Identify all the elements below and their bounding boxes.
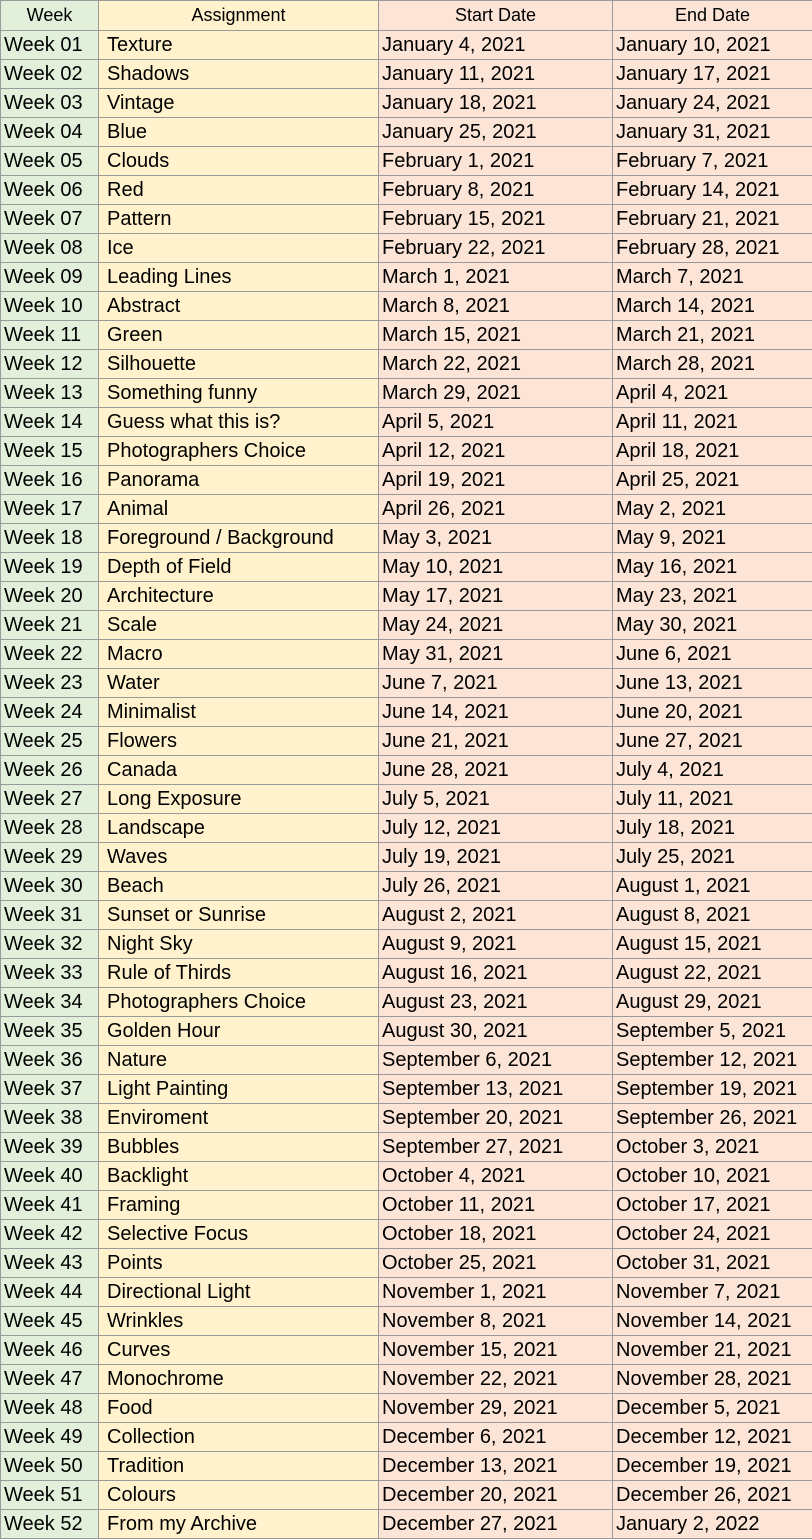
- week-cell[interactable]: Week 18: [1, 524, 99, 553]
- week-cell[interactable]: Week 13: [1, 379, 99, 408]
- start-date-cell[interactable]: April 26, 2021: [379, 495, 613, 524]
- end-date-cell[interactable]: July 4, 2021: [613, 756, 812, 785]
- table-row: [1, 437, 812, 466]
- start-date-cell[interactable]: October 18, 2021: [379, 1220, 613, 1249]
- end-date-cell[interactable]: September 12, 2021: [613, 1046, 812, 1075]
- assignment-cell[interactable]: Panorama: [99, 466, 379, 495]
- end-date-cell[interactable]: November 14, 2021: [613, 1307, 812, 1336]
- table-row: [1, 1046, 812, 1075]
- table-row: [1, 814, 812, 843]
- week-cell[interactable]: Week 02: [1, 60, 99, 89]
- end-date-cell[interactable]: October 17, 2021: [613, 1191, 812, 1220]
- assignment-cell[interactable]: Night Sky: [99, 930, 379, 959]
- start-date-cell[interactable]: July 26, 2021: [379, 872, 613, 901]
- week-cell[interactable]: Week 09: [1, 263, 99, 292]
- table-row: [1, 1336, 812, 1365]
- table-row: [1, 1220, 812, 1249]
- assignment-cell[interactable]: Food: [99, 1394, 379, 1423]
- assignment-cell[interactable]: Shadows: [99, 60, 379, 89]
- table-row: [1, 466, 812, 495]
- header-start-date[interactable]: Start Date: [379, 1, 613, 31]
- start-date-cell[interactable]: March 1, 2021: [379, 263, 613, 292]
- start-date-cell[interactable]: August 16, 2021: [379, 959, 613, 988]
- table-row: [1, 1133, 812, 1162]
- table-body: [1, 31, 812, 1539]
- end-date-cell[interactable]: July 11, 2021: [613, 785, 812, 814]
- start-date-cell[interactable]: May 10, 2021: [379, 553, 613, 582]
- week-cell[interactable]: Week 27: [1, 785, 99, 814]
- end-date-cell[interactable]: April 4, 2021: [613, 379, 812, 408]
- week-cell[interactable]: Week 33: [1, 959, 99, 988]
- week-cell[interactable]: Week 47: [1, 1365, 99, 1394]
- assignment-cell[interactable]: Vintage: [99, 89, 379, 118]
- week-cell[interactable]: Week 16: [1, 466, 99, 495]
- start-date-cell[interactable]: June 14, 2021: [379, 698, 613, 727]
- start-date-cell[interactable]: September 6, 2021: [379, 1046, 613, 1075]
- start-date-cell[interactable]: February 8, 2021: [379, 176, 613, 205]
- assignment-cell[interactable]: Flowers: [99, 727, 379, 756]
- end-date-cell[interactable]: November 7, 2021: [613, 1278, 812, 1307]
- start-date-cell[interactable]: November 1, 2021: [379, 1278, 613, 1307]
- week-cell[interactable]: Week 52: [1, 1510, 99, 1539]
- end-date-cell[interactable]: April 25, 2021: [613, 466, 812, 495]
- table-row: [1, 988, 812, 1017]
- week-cell[interactable]: Week 34: [1, 988, 99, 1017]
- table-row: [1, 669, 812, 698]
- start-date-cell[interactable]: January 25, 2021: [379, 118, 613, 147]
- start-date-cell[interactable]: May 17, 2021: [379, 582, 613, 611]
- table-row: [1, 292, 812, 321]
- start-date-cell[interactable]: March 29, 2021: [379, 379, 613, 408]
- start-date-cell[interactable]: December 20, 2021: [379, 1481, 613, 1510]
- start-date-cell[interactable]: July 19, 2021: [379, 843, 613, 872]
- table-row: [1, 1452, 812, 1481]
- end-date-cell[interactable]: October 24, 2021: [613, 1220, 812, 1249]
- table-row: [1, 408, 812, 437]
- assignment-cell[interactable]: Water: [99, 669, 379, 698]
- start-date-cell[interactable]: December 6, 2021: [379, 1423, 613, 1452]
- end-date-cell[interactable]: April 11, 2021: [613, 408, 812, 437]
- table-row: [1, 1278, 812, 1307]
- end-date-cell[interactable]: August 22, 2021: [613, 959, 812, 988]
- assignment-cell[interactable]: Minimalist: [99, 698, 379, 727]
- end-date-cell[interactable]: December 12, 2021: [613, 1423, 812, 1452]
- assignment-cell[interactable]: Bubbles: [99, 1133, 379, 1162]
- end-date-cell[interactable]: June 6, 2021: [613, 640, 812, 669]
- table-row: [1, 350, 812, 379]
- table-row: [1, 1191, 812, 1220]
- table-row: [1, 640, 812, 669]
- end-date-cell[interactable]: May 16, 2021: [613, 553, 812, 582]
- week-cell[interactable]: Week 41: [1, 1191, 99, 1220]
- assignment-cell[interactable]: From my Archive: [99, 1510, 379, 1539]
- week-cell[interactable]: Week 44: [1, 1278, 99, 1307]
- table-row: [1, 1423, 812, 1452]
- week-cell[interactable]: Week 25: [1, 727, 99, 756]
- start-date-cell[interactable]: March 22, 2021: [379, 350, 613, 379]
- assignment-cell[interactable]: Light Painting: [99, 1075, 379, 1104]
- table-row: [1, 843, 812, 872]
- table-row: [1, 582, 812, 611]
- week-cell[interactable]: Week 11: [1, 321, 99, 350]
- table-row: [1, 176, 812, 205]
- week-cell[interactable]: Week 29: [1, 843, 99, 872]
- assignment-cell[interactable]: Depth of Field: [99, 553, 379, 582]
- end-date-cell[interactable]: February 14, 2021: [613, 176, 812, 205]
- start-date-cell[interactable]: April 12, 2021: [379, 437, 613, 466]
- start-date-cell[interactable]: October 4, 2021: [379, 1162, 613, 1191]
- week-cell[interactable]: Week 51: [1, 1481, 99, 1510]
- start-date-cell[interactable]: May 31, 2021: [379, 640, 613, 669]
- week-cell[interactable]: Week 45: [1, 1307, 99, 1336]
- assignment-cell[interactable]: Beach: [99, 872, 379, 901]
- end-date-cell[interactable]: August 15, 2021: [613, 930, 812, 959]
- assignment-cell[interactable]: Points: [99, 1249, 379, 1278]
- week-cell[interactable]: Week 04: [1, 118, 99, 147]
- assignment-cell[interactable]: Texture: [99, 31, 379, 60]
- start-date-cell[interactable]: November 22, 2021: [379, 1365, 613, 1394]
- assignment-cell[interactable]: Colours: [99, 1481, 379, 1510]
- week-cell[interactable]: Week 46: [1, 1336, 99, 1365]
- end-date-cell[interactable]: February 7, 2021: [613, 147, 812, 176]
- end-date-cell[interactable]: July 18, 2021: [613, 814, 812, 843]
- end-date-cell[interactable]: August 29, 2021: [613, 988, 812, 1017]
- assignment-cell[interactable]: Silhouette: [99, 350, 379, 379]
- week-cell[interactable]: Week 10: [1, 292, 99, 321]
- assignment-cell[interactable]: Photographers Choice: [99, 437, 379, 466]
- assignment-cell[interactable]: Golden Hour: [99, 1017, 379, 1046]
- assignment-cell[interactable]: Monochrome: [99, 1365, 379, 1394]
- assignment-cell[interactable]: Canada: [99, 756, 379, 785]
- end-date-cell[interactable]: September 26, 2021: [613, 1104, 812, 1133]
- table-row: [1, 901, 812, 930]
- end-date-cell[interactable]: May 30, 2021: [613, 611, 812, 640]
- start-date-cell[interactable]: February 15, 2021: [379, 205, 613, 234]
- end-date-cell[interactable]: December 5, 2021: [613, 1394, 812, 1423]
- table-row: [1, 321, 812, 350]
- table-header: [1, 1, 812, 31]
- assignment-cell[interactable]: Blue: [99, 118, 379, 147]
- week-cell[interactable]: Week 12: [1, 350, 99, 379]
- start-date-cell[interactable]: September 13, 2021: [379, 1075, 613, 1104]
- assignment-cell[interactable]: Long Exposure: [99, 785, 379, 814]
- table-row: [1, 698, 812, 727]
- table-row: [1, 263, 812, 292]
- table-row: [1, 31, 812, 60]
- table-row: [1, 1162, 812, 1191]
- week-cell[interactable]: Week 28: [1, 814, 99, 843]
- start-date-cell[interactable]: May 3, 2021: [379, 524, 613, 553]
- table-row: [1, 234, 812, 263]
- end-date-cell[interactable]: July 25, 2021: [613, 843, 812, 872]
- week-cell[interactable]: Week 14: [1, 408, 99, 437]
- start-date-cell[interactable]: November 8, 2021: [379, 1307, 613, 1336]
- week-cell[interactable]: Week 32: [1, 930, 99, 959]
- end-date-cell[interactable]: June 13, 2021: [613, 669, 812, 698]
- end-date-cell[interactable]: December 19, 2021: [613, 1452, 812, 1481]
- table-row: [1, 1394, 812, 1423]
- table-row: [1, 1249, 812, 1278]
- start-date-cell[interactable]: January 18, 2021: [379, 89, 613, 118]
- assignment-cell[interactable]: Guess what this is?: [99, 408, 379, 437]
- end-date-cell[interactable]: March 28, 2021: [613, 350, 812, 379]
- end-date-cell[interactable]: August 8, 2021: [613, 901, 812, 930]
- end-date-cell[interactable]: May 23, 2021: [613, 582, 812, 611]
- start-date-cell[interactable]: October 11, 2021: [379, 1191, 613, 1220]
- end-date-cell[interactable]: October 3, 2021: [613, 1133, 812, 1162]
- end-date-cell[interactable]: September 5, 2021: [613, 1017, 812, 1046]
- assignment-cell[interactable]: Green: [99, 321, 379, 350]
- week-cell[interactable]: Week 08: [1, 234, 99, 263]
- week-cell[interactable]: Week 31: [1, 901, 99, 930]
- end-date-cell[interactable]: January 24, 2021: [613, 89, 812, 118]
- start-date-cell[interactable]: March 8, 2021: [379, 292, 613, 321]
- assignment-cell[interactable]: Pattern: [99, 205, 379, 234]
- assignment-cell[interactable]: Nature: [99, 1046, 379, 1075]
- table-row: [1, 1075, 812, 1104]
- end-date-cell[interactable]: September 19, 2021: [613, 1075, 812, 1104]
- table-row: [1, 147, 812, 176]
- end-date-cell[interactable]: March 21, 2021: [613, 321, 812, 350]
- table-row: [1, 118, 812, 147]
- start-date-cell[interactable]: May 24, 2021: [379, 611, 613, 640]
- start-date-cell[interactable]: December 13, 2021: [379, 1452, 613, 1481]
- assignment-cell[interactable]: Abstract: [99, 292, 379, 321]
- week-cell[interactable]: Week 24: [1, 698, 99, 727]
- week-cell[interactable]: Week 03: [1, 89, 99, 118]
- assignment-cell[interactable]: Ice: [99, 234, 379, 263]
- header-end-date[interactable]: End Date: [613, 1, 812, 31]
- assignment-cell[interactable]: Framing: [99, 1191, 379, 1220]
- table-row: [1, 1365, 812, 1394]
- week-cell[interactable]: Week 22: [1, 640, 99, 669]
- assignment-cell[interactable]: Tradition: [99, 1452, 379, 1481]
- start-date-cell[interactable]: February 1, 2021: [379, 147, 613, 176]
- end-date-cell[interactable]: January 31, 2021: [613, 118, 812, 147]
- week-cell[interactable]: Week 19: [1, 553, 99, 582]
- start-date-cell[interactable]: September 27, 2021: [379, 1133, 613, 1162]
- week-cell[interactable]: Week 50: [1, 1452, 99, 1481]
- table-row: [1, 524, 812, 553]
- assignment-cell[interactable]: Macro: [99, 640, 379, 669]
- assignment-cell[interactable]: Curves: [99, 1336, 379, 1365]
- end-date-cell[interactable]: November 21, 2021: [613, 1336, 812, 1365]
- end-date-cell[interactable]: May 2, 2021: [613, 495, 812, 524]
- week-cell[interactable]: Week 49: [1, 1423, 99, 1452]
- end-date-cell[interactable]: March 14, 2021: [613, 292, 812, 321]
- end-date-cell[interactable]: February 28, 2021: [613, 234, 812, 263]
- end-date-cell[interactable]: May 9, 2021: [613, 524, 812, 553]
- assignment-cell[interactable]: Red: [99, 176, 379, 205]
- table-row: [1, 930, 812, 959]
- week-cell[interactable]: Week 20: [1, 582, 99, 611]
- week-cell[interactable]: Week 43: [1, 1249, 99, 1278]
- week-cell[interactable]: Week 38: [1, 1104, 99, 1133]
- table-row: [1, 1510, 812, 1539]
- start-date-cell[interactable]: December 27, 2021: [379, 1510, 613, 1539]
- assignment-cell[interactable]: Animal: [99, 495, 379, 524]
- table-row: [1, 1307, 812, 1336]
- end-date-cell[interactable]: June 20, 2021: [613, 698, 812, 727]
- header-week[interactable]: Week: [1, 1, 99, 31]
- assignment-cell[interactable]: Rule of Thirds: [99, 959, 379, 988]
- table-row: [1, 1017, 812, 1046]
- end-date-cell[interactable]: January 17, 2021: [613, 60, 812, 89]
- start-date-cell[interactable]: April 5, 2021: [379, 408, 613, 437]
- week-cell[interactable]: Week 40: [1, 1162, 99, 1191]
- assignment-cell[interactable]: Leading Lines: [99, 263, 379, 292]
- week-cell[interactable]: Week 39: [1, 1133, 99, 1162]
- table-row: [1, 60, 812, 89]
- start-date-cell[interactable]: April 19, 2021: [379, 466, 613, 495]
- assignment-cell[interactable]: Backlight: [99, 1162, 379, 1191]
- table-row: [1, 611, 812, 640]
- assignment-cell[interactable]: Something funny: [99, 379, 379, 408]
- assignment-cell[interactable]: Selective Focus: [99, 1220, 379, 1249]
- start-date-cell[interactable]: October 25, 2021: [379, 1249, 613, 1278]
- table-row: [1, 959, 812, 988]
- header-row: [1, 1, 812, 31]
- week-cell[interactable]: Week 05: [1, 147, 99, 176]
- week-cell[interactable]: Week 26: [1, 756, 99, 785]
- end-date-cell[interactable]: October 10, 2021: [613, 1162, 812, 1191]
- assignment-cell[interactable]: Clouds: [99, 147, 379, 176]
- end-date-cell[interactable]: November 28, 2021: [613, 1365, 812, 1394]
- start-date-cell[interactable]: July 5, 2021: [379, 785, 613, 814]
- week-cell[interactable]: Week 06: [1, 176, 99, 205]
- table-row: [1, 727, 812, 756]
- start-date-cell[interactable]: August 30, 2021: [379, 1017, 613, 1046]
- start-date-cell[interactable]: August 2, 2021: [379, 901, 613, 930]
- week-cell[interactable]: Week 35: [1, 1017, 99, 1046]
- start-date-cell[interactable]: November 15, 2021: [379, 1336, 613, 1365]
- header-assignment[interactable]: Assignment: [99, 1, 379, 31]
- end-date-cell[interactable]: April 18, 2021: [613, 437, 812, 466]
- assignment-cell[interactable]: Enviroment: [99, 1104, 379, 1133]
- end-date-cell[interactable]: February 21, 2021: [613, 205, 812, 234]
- week-cell[interactable]: Week 42: [1, 1220, 99, 1249]
- end-date-cell[interactable]: October 31, 2021: [613, 1249, 812, 1278]
- start-date-cell[interactable]: March 15, 2021: [379, 321, 613, 350]
- table-row: [1, 379, 812, 408]
- assignment-cell[interactable]: Sunset or Sunrise: [99, 901, 379, 930]
- assignment-cell[interactable]: Waves: [99, 843, 379, 872]
- start-date-cell[interactable]: September 20, 2021: [379, 1104, 613, 1133]
- table-row: [1, 205, 812, 234]
- start-date-cell[interactable]: August 23, 2021: [379, 988, 613, 1017]
- assignment-cell[interactable]: Collection: [99, 1423, 379, 1452]
- table-row: [1, 495, 812, 524]
- start-date-cell[interactable]: June 7, 2021: [379, 669, 613, 698]
- table-row: [1, 89, 812, 118]
- table-row: [1, 872, 812, 901]
- week-cell[interactable]: Week 17: [1, 495, 99, 524]
- week-cell[interactable]: Week 30: [1, 872, 99, 901]
- table-row: [1, 1481, 812, 1510]
- week-cell[interactable]: Week 37: [1, 1075, 99, 1104]
- end-date-cell[interactable]: January 10, 2021: [613, 31, 812, 60]
- table-row: [1, 756, 812, 785]
- assignment-cell[interactable]: Scale: [99, 611, 379, 640]
- start-date-cell[interactable]: January 4, 2021: [379, 31, 613, 60]
- start-date-cell[interactable]: July 12, 2021: [379, 814, 613, 843]
- table-row: [1, 553, 812, 582]
- end-date-cell[interactable]: August 1, 2021: [613, 872, 812, 901]
- week-cell[interactable]: Week 23: [1, 669, 99, 698]
- table-row: [1, 785, 812, 814]
- end-date-cell[interactable]: March 7, 2021: [613, 263, 812, 292]
- table-row: [1, 1104, 812, 1133]
- assignment-cell[interactable]: Wrinkles: [99, 1307, 379, 1336]
- week-cell[interactable]: Week 48: [1, 1394, 99, 1423]
- start-date-cell[interactable]: November 29, 2021: [379, 1394, 613, 1423]
- week-cell[interactable]: Week 15: [1, 437, 99, 466]
- assignment-cell[interactable]: Architecture: [99, 582, 379, 611]
- week-cell[interactable]: Week 36: [1, 1046, 99, 1075]
- assignment-cell[interactable]: Directional Light: [99, 1278, 379, 1307]
- start-date-cell[interactable]: June 21, 2021: [379, 727, 613, 756]
- week-cell[interactable]: Week 01: [1, 31, 99, 60]
- end-date-cell[interactable]: January 2, 2022: [613, 1510, 812, 1539]
- assignment-cell[interactable]: Foreground / Background: [99, 524, 379, 553]
- start-date-cell[interactable]: February 22, 2021: [379, 234, 613, 263]
- start-date-cell[interactable]: January 11, 2021: [379, 60, 613, 89]
- week-cell[interactable]: Week 07: [1, 205, 99, 234]
- end-date-cell[interactable]: December 26, 2021: [613, 1481, 812, 1510]
- week-cell[interactable]: Week 21: [1, 611, 99, 640]
- start-date-cell[interactable]: June 28, 2021: [379, 756, 613, 785]
- assignment-cell[interactable]: Photographers Choice: [99, 988, 379, 1017]
- start-date-cell[interactable]: August 9, 2021: [379, 930, 613, 959]
- assignment-cell[interactable]: Landscape: [99, 814, 379, 843]
- end-date-cell[interactable]: June 27, 2021: [613, 727, 812, 756]
